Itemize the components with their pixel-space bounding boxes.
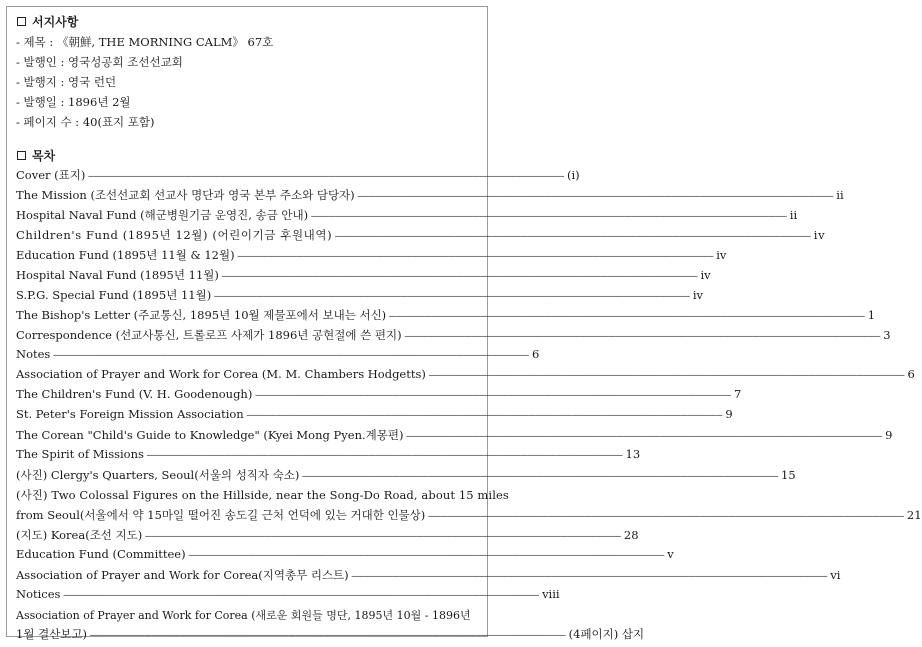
toc-entry [16, 467, 796, 483]
toc-entry [16, 327, 891, 343]
toc-entry-page: viii [542, 587, 560, 601]
toc-entry [16, 187, 844, 203]
toc-entry-multiline-line1: (사진) Two Colossal Figures on the Hillside, near the Song-Do Road, about 15 miles [16, 488, 509, 502]
toc-entry-title: Notes [16, 347, 51, 361]
leader-dashes [349, 571, 831, 582]
toc-entry-page: (i) [567, 168, 580, 182]
toc-entry-page: 6 [531, 347, 540, 361]
toc-entry-title: The Bishop's Letter (주교통신, 1895년 10월 제물포에서 보내는 서신) [16, 308, 387, 322]
toc-entry-page: iv [813, 228, 826, 242]
toc-entry-page: 9 [885, 428, 893, 442]
leader-dashes [252, 390, 734, 401]
biblio-publisher: - 발행인 : 영국성공회 조선선교회 [16, 55, 183, 69]
toc-entry [16, 287, 703, 303]
toc-entry [16, 367, 915, 381]
toc-entry-title: Hospital Naval Fund (1895년 11월) [16, 268, 219, 282]
toc-entry [16, 447, 641, 461]
toc-entry-title: The Mission (조선선교회 선교사 명단과 영국 본부 주소와 담당자) [16, 188, 355, 202]
toc-entry-page: 1 [867, 308, 876, 322]
leader-dashes [299, 471, 781, 482]
leader-dashes [50, 350, 532, 361]
leader-dashes [308, 211, 790, 222]
toc-entry-page: iv [716, 248, 727, 262]
toc-entry-page: 28 [623, 528, 639, 542]
leader-dashes [386, 311, 868, 322]
toc-entry-title: Children's Fund (1895년 12월) (어린이기금 후원내역) [16, 228, 333, 242]
toc-entry-page: 13 [625, 447, 641, 461]
square-bullet-icon [17, 17, 26, 26]
leader-dashes [211, 291, 693, 302]
toc-entry-title: Association of Prayer and Work for Corea(지역총무 리스트) [16, 568, 349, 582]
leader-dashes [60, 590, 542, 601]
leader-dashes [87, 630, 569, 641]
toc-entry-page: iv [700, 268, 711, 282]
leader-dashes [402, 331, 884, 342]
toc-entry-multiline [16, 507, 922, 523]
leader-dashes [144, 450, 626, 461]
leader-dashes [219, 271, 701, 282]
toc-entry-page: vi [830, 568, 841, 582]
leader-dashes [244, 410, 726, 421]
biblio-heading-text: 서지사항 [32, 15, 79, 29]
toc-entry-title: The Spirit of Missions [16, 447, 144, 461]
leader-dashes [235, 251, 717, 262]
leader-dashes [85, 171, 567, 182]
leader-dashes [426, 370, 908, 381]
toc-entry [16, 167, 580, 183]
toc-entry [16, 267, 711, 283]
toc-entry-title: Correspondence (선교사통신, 트롤로프 사제가 1896년 공현절에 쓴 편지) [16, 328, 402, 342]
toc-entry-title: 1월 결산보고) [16, 627, 88, 641]
toc-entry-page: 3 [883, 328, 891, 342]
toc-entry [16, 307, 876, 323]
toc-entry-page: 6 [907, 367, 915, 381]
leader-dashes [403, 431, 885, 442]
biblio-title: - 제목 : 《朝鮮, THE MORNING CALM》 67호 [16, 35, 274, 49]
toc-entry-page: 21 [906, 508, 922, 522]
toc-entry-title: The Children's Fund (V. H. Goodenough) [16, 387, 253, 401]
biblio-heading [17, 13, 78, 30]
biblio-date: - 발행일 : 1896년 2월 [16, 95, 131, 109]
biblio-pages: - 페이지 수 : 40(표지 포함) [16, 115, 155, 129]
toc-entry-multiline [16, 626, 645, 642]
leader-dashes [425, 511, 907, 522]
toc-entry-title: Hospital Naval Fund (해군병원기금 운영진, 송금 안내) [16, 208, 309, 222]
toc-entry-title: from Seoul(서울에서 약 15마일 떨어진 송도길 근처 언덕에 있는 거대한 인물상) [16, 508, 426, 522]
toc-entry [16, 387, 742, 401]
toc-entry-title: Notices [16, 587, 61, 601]
toc-entry-title: St. Peter's Foreign Mission Association [16, 407, 244, 421]
toc-entry-page: ii [836, 188, 844, 202]
biblio-place: - 발행지 : 영국 런던 [16, 75, 117, 89]
toc-entry-page: (4페이지) 삽지 [568, 627, 645, 641]
toc-entry-page: v [667, 547, 674, 561]
toc-entry [16, 207, 798, 223]
toc-entry [16, 527, 639, 543]
toc-entry-title: S.P.G. Special Fund (1895년 11월) [16, 288, 212, 302]
toc-entry-title: (지도) Korea(조선 지도) [16, 528, 143, 542]
toc-entry-title: Cover (표지) [16, 168, 86, 182]
toc-entry-title: Association of Prayer and Work for Corea (M. M. Chambers Hodgetts) [16, 367, 426, 381]
toc-entry-page: iv [692, 288, 703, 302]
toc-entry [16, 227, 826, 243]
toc-entry-page: ii [789, 208, 798, 222]
toc-entry [16, 567, 841, 583]
toc-entry [16, 587, 560, 601]
toc-entry [16, 247, 727, 263]
toc-entry [16, 347, 540, 361]
toc-heading [17, 147, 55, 164]
toc-entry-page: 7 [733, 387, 742, 401]
toc-entry-title: The Corean "Child's Guide to Knowledge" (Kyei Mong Pyen.계몽편) [16, 428, 404, 442]
toc-entry-page: 15 [781, 468, 796, 482]
toc-entry [16, 427, 893, 443]
toc-entry-page: 9 [725, 407, 733, 421]
toc-entry [16, 407, 733, 421]
toc-entry-title: Education Fund (Committee) [16, 547, 186, 561]
square-bullet-icon [17, 151, 26, 160]
toc-heading-text: 목차 [32, 149, 56, 163]
toc-entry [16, 547, 674, 561]
leader-dashes [355, 191, 837, 202]
toc-entry-title: (사진) Clergy's Quarters, Seoul(서울의 성직자 숙소) [16, 468, 300, 482]
leader-dashes [186, 550, 668, 561]
leader-dashes [142, 531, 624, 542]
toc-entry-title: Education Fund (1895년 11월 & 12월) [16, 248, 235, 262]
toc-entry-multiline-line1: Association of Prayer and Work for Corea (새로운 회원들 명단, 1895년 10월 - 1896년 [16, 609, 471, 622]
leader-dashes [332, 231, 814, 242]
